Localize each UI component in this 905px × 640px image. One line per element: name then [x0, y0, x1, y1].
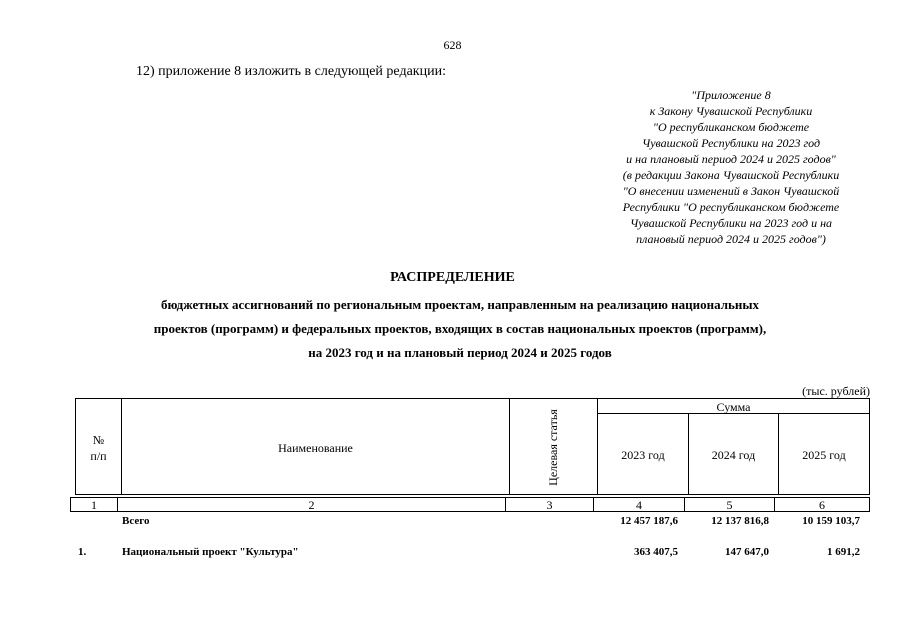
- row-name: Всего: [122, 515, 150, 527]
- intro-text: 12) приложение 8 изложить в следующей редакции:: [136, 64, 446, 79]
- subtitle-line: бюджетных ассигнований по региональным проектам, направленным на реализацию национальных: [160, 297, 760, 312]
- row-name: Национальный проект "Культура": [122, 546, 299, 558]
- table-border: [869, 497, 870, 512]
- table-border: [75, 494, 870, 495]
- row-value-2024: 147 647,0: [725, 546, 769, 558]
- column-number: 4: [636, 498, 642, 512]
- header-2025: 2025 год: [802, 448, 846, 462]
- document-subtitle: [60, 293, 860, 365]
- appendix-line: Чувашской Республики на 2023 год и на: [629, 216, 833, 230]
- appendix-line: (в редакции Закона Чувашской Республики: [622, 168, 840, 182]
- appendix-line: "О внесении изменений в Закон Чувашской: [622, 184, 840, 198]
- row-value-2023: 363 407,5: [634, 546, 678, 558]
- column-number: 2: [308, 498, 315, 512]
- appendix-line: Республики "О республиканском бюджете: [622, 200, 840, 214]
- table-border: [869, 398, 870, 495]
- header-sum: Сумма: [716, 400, 751, 414]
- header-2024: 2024 год: [711, 448, 756, 462]
- row-number: 1.: [78, 546, 87, 558]
- row-value-2025: 10 159 103,7: [802, 515, 860, 527]
- subtitle-line: проектов (программ) и федеральных проектов, входящих в состав национальных проектов (программ),: [153, 321, 767, 336]
- column-number: 5: [726, 498, 733, 512]
- header-no: № п/п: [90, 433, 107, 463]
- subtitle-line: на 2023 год и на плановый период 2024 и 2025 годов: [308, 345, 612, 360]
- appendix-line: к Закону Чувашской Республики: [649, 104, 813, 118]
- column-number: 3: [546, 498, 553, 512]
- row-value-2024: 12 137 816,8: [711, 515, 769, 527]
- document-title: РАСПРЕДЕЛЕНИЕ: [390, 270, 515, 285]
- appendix-note: [586, 87, 876, 247]
- column-number: 1: [91, 498, 97, 512]
- header-target: Целевая статья: [545, 409, 560, 486]
- column-number: 6: [819, 498, 825, 512]
- row-value-2023: 12 457 187,6: [620, 515, 678, 527]
- header-target-cell: [509, 400, 597, 495]
- row-value-2025: 1 691,2: [827, 546, 860, 558]
- units-label: (тыс. рублей): [802, 384, 870, 398]
- header-2023: 2023 год: [621, 448, 665, 462]
- header-name: Наименование: [278, 441, 353, 455]
- page-number: 628: [443, 38, 462, 52]
- appendix-line: "Приложение 8: [691, 88, 771, 102]
- table-border: [75, 398, 870, 399]
- appendix-line: "О республиканском бюджете: [652, 120, 810, 134]
- appendix-line: Чувашской Республики на 2023 год: [641, 136, 821, 150]
- appendix-line: плановый период 2024 и 2025 годов"): [636, 232, 826, 246]
- appendix-line: и на плановый период 2024 и 2025 годов": [626, 152, 836, 166]
